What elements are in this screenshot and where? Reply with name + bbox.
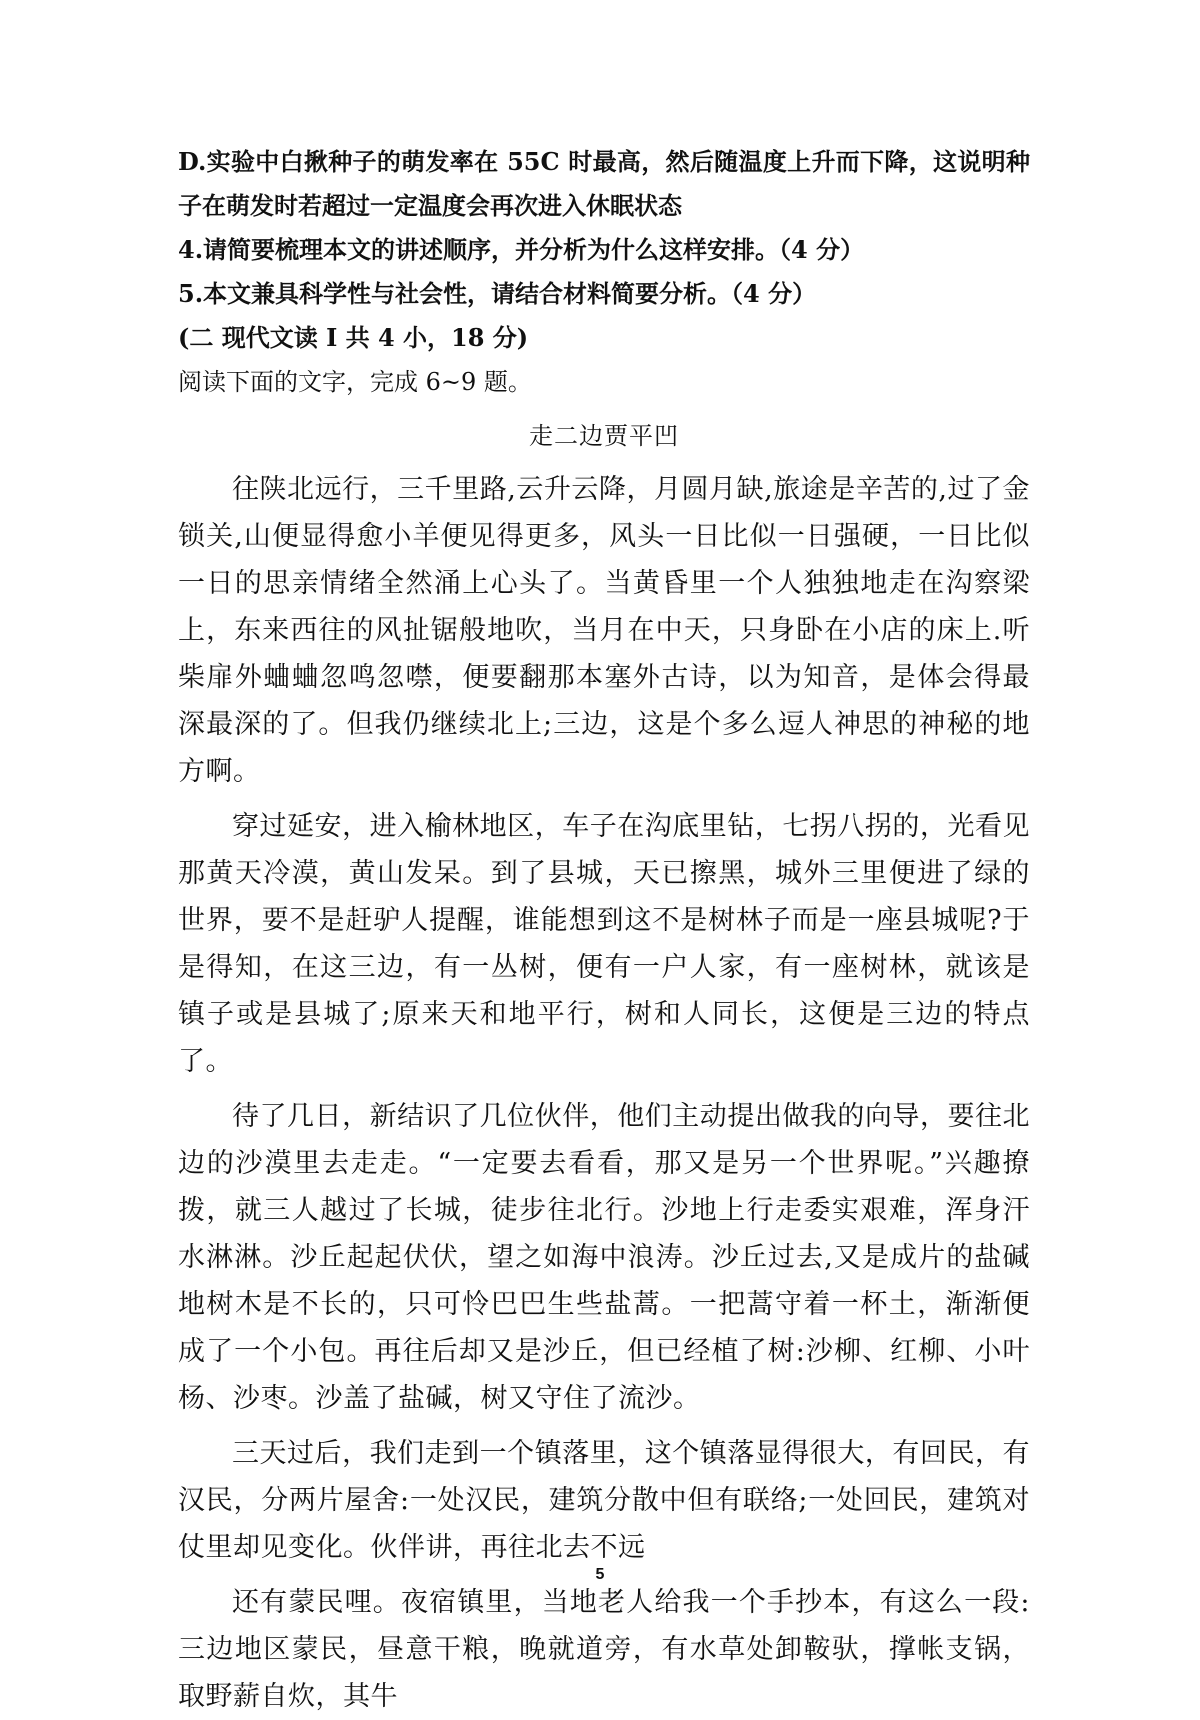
question-option-d: D.实验中白揪种子的萌发率在 55C 时最高，然后随温度上升而下降，这说明种子在萌发时若超过一定温度会再次进入休眠状态 — [178, 147, 1030, 220]
article-paragraph: 待了几日，新结识了几位伙伴，他们主动提出做我的向导，要往北边的沙漠里去走走。“一定要去看看，那又是另一个世界呢。”兴趣撩拨，就三人越过了长城，徒步往北行。沙地上行走委实艰难，浑身汗水淋淋。沙丘起起伏伏，望之如海中浪涛。沙丘过去,又是成片的盐碱地树木是不长的，只可怜巴巴生些盐蒿。一把蒿守着一杯土，渐渐便成了一个小包。再往后却又是沙丘，但已经植了树:沙柳、红柳、小叶杨、沙枣。沙盖了盐碱，树又守住了流沙。 — [178, 1101, 1030, 1414]
section-heading: (二 现代文读 I 共 4 小，18 分) — [178, 323, 529, 352]
article-paragraph: 三天过后，我们走到一个镇落里，这个镇落显得很大，有回民，有汉民，分两片屋舍:一处汉民，建筑分散中但有联络;一处回民，建筑对仗里却见变化。伙伴讲，再往北去不远 — [178, 1438, 1030, 1563]
question-4: 4.请简要梳理本文的讲述顺序，并分析为什么这样安排。（4 分） — [178, 235, 865, 264]
section-instruction: 阅读下面的文字，完成 6~9 题。 — [178, 368, 532, 396]
question-5: 5.本文兼具科学性与社会性，请结合材料简要分析。（4 分） — [178, 279, 817, 308]
article-title: 走二边贾平凹 — [529, 422, 679, 450]
page-number: 5 — [595, 1566, 605, 1583]
article-paragraph: 还有蒙民哩。夜宿镇里，当地老人给我一个手抄本，有这么一段:三边地区蒙民，昼意干粮，晚就道旁，有水草处卸鞍驮，撑帐支锅，取野薪自炊，其牛 — [178, 1587, 1030, 1712]
document-page — [178, 140, 1030, 1720]
article-paragraph: 穿过延安，进入榆林地区，车子在沟底里钻，七拐八拐的，光看见那黄天冷漠，黄山发呆。到了县城，天已擦黑，城外三里便进了绿的世界，要不是赶驴人提醒，谁能想到这不是树林子而是一座县城呢?于是得知，在这三边，有一丛树，便有一户人家，有一座树林，就该是镇子或是县城了;原来天和地平行，树和人同长，这便是三边的特点了。 — [178, 811, 1030, 1077]
article-paragraph: 往陕北远行，三千里路,云升云降，月圆月缺,旅途是辛苦的,过了金锁关,山便显得愈小羊便见得更多，风头一日比似一日强硬，一日比似一日的思亲情绪全然涌上心头了。当黄昏里一个人独独地走在沟察梁上，东来西往的风扯锯般地吹，当月在中天，只身卧在小店的床上.听柴扉外蛐蛐忽鸣忽噤，便要翻那本塞外古诗，以为知音，是体会得最深最深的了。但我仍继续北上;三边，这是个多么逗人神思的神秘的地方啊。 — [178, 474, 1030, 787]
